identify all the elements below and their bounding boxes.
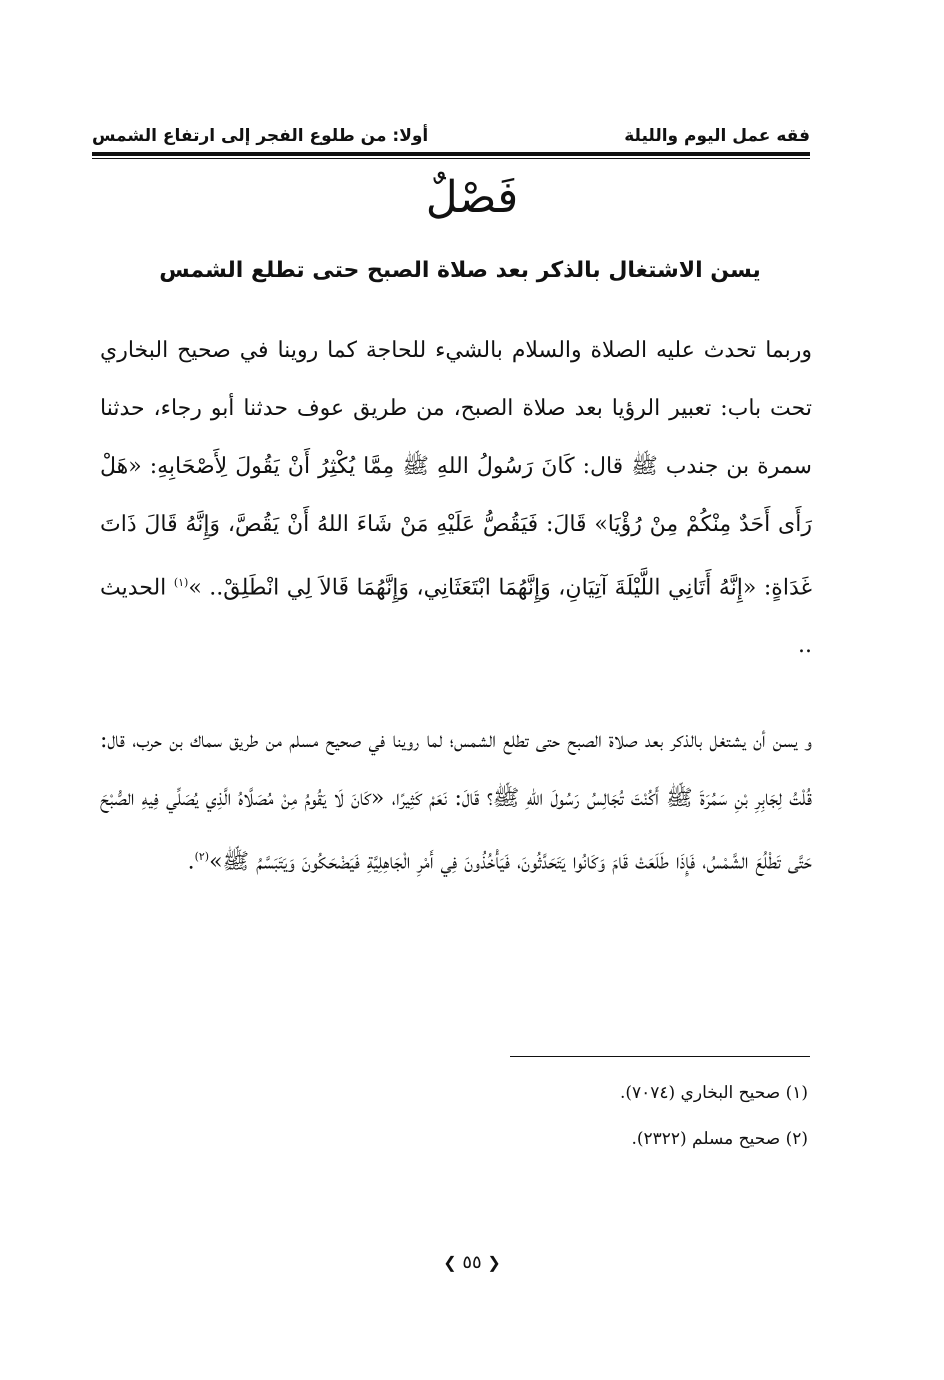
section-title: يسن الاشتغال بالذكر بعد صلاة الصبح حتى تطلع الشمس: [159, 258, 761, 283]
footnote-1: (١) صحيح البخاري (٧٠٧٤).: [619, 1083, 808, 1103]
book-title: فقه عمل اليوم والليلة: [624, 126, 810, 146]
section-label: فَصْلٌ: [425, 172, 519, 223]
paragraph-2: [100, 712, 812, 891]
header-rule-thick: [92, 152, 810, 156]
chapter-title: أولا: من طلوع الفجر إلى ارتفاع الشمس: [92, 126, 429, 146]
paragraph-1: [100, 322, 812, 675]
ornament-left-icon: ❯: [443, 1253, 457, 1272]
paragraph-2-text: و يسن أن يشتغل بالذكر بعد صلاة الصبح حتى تطلع الشمس؛ لما روينا في صحيح مسلم من طريق سماك بن حرب، قال: قُلْتُ لِجَابِرِ بْنِ سَمُرَةَ ﷺ أَكُنْتَ تُجَالِسُ رَسُولَ اللهِ ﷺ؟ قَالَ: نَعَمْ كَثِيرًا، «كَانَ لَا يَقُومُ مِنْ مُصَلَّاهُ الَّذِي يُصَلِّي فِيهِ الصُّبْحَ حَتَّى تَطْلُعَ الشَّمْسُ، فَإِذَا طَلَعَتْ قَامَ وَكَانُوا يَتَحَدَّثُونَ، فَيَأْخُذُونَ فِي أَمْرِ الْجَاهِلِيَّةِ فَيَضْحَكُونَ وَيَتَبَسَّمُ ﷺ»: [100, 728, 812, 875]
header-rule-thin: [92, 158, 810, 159]
running-header: [92, 124, 810, 154]
paragraph-1-tail: الحديث ..: [100, 575, 812, 659]
ornament-right-icon: ❮: [487, 1253, 501, 1272]
footnote-separator: [510, 1056, 810, 1057]
paragraph-2-tail: .: [187, 849, 195, 875]
page-number: ٥٥: [462, 1252, 482, 1273]
page-number-block: [0, 1248, 944, 1278]
footnote-ref-2: (٢): [194, 850, 210, 863]
footnote-2: (٢) صحيح مسلم (٢٣٢٢).: [631, 1129, 808, 1149]
paragraph-1-text: وربما تحدث عليه الصلاة والسلام بالشيء للحاجة كما روينا في صحيح البخاري تحت باب: تعبير الرؤيا بعد صلاة الصبح، من طريق عوف حدثنا أبو رجاء، حدثنا سمرة بن جندب ﷺ قال: كَانَ رَسُولُ اللهِ ﷺ مِمَّا يُكْثِرُ أَنْ يَقُولَ لِأَصْحَابِهِ: «هَلْ رَأَى أَحَدٌ مِنْكُمْ مِنْ رُؤْيَا» قَالَ: فَيَقُصُّ عَلَيْهِ مَنْ شَاءَ اللهُ أَنْ يَقُصَّ، وَإِنَّهُ قَالَ ذَاتَ غَدَاةٍ: «إِنَّهُ أَتَانِي اللَّيْلَةَ آتِيَانِ، وَإِنَّهُمَا ابْتَعَثَانِي، وَإِنَّهُمَا قَالاَ لِي انْطَلِقْ.. »: [100, 338, 812, 601]
footnote-ref-1: (١): [173, 576, 189, 589]
